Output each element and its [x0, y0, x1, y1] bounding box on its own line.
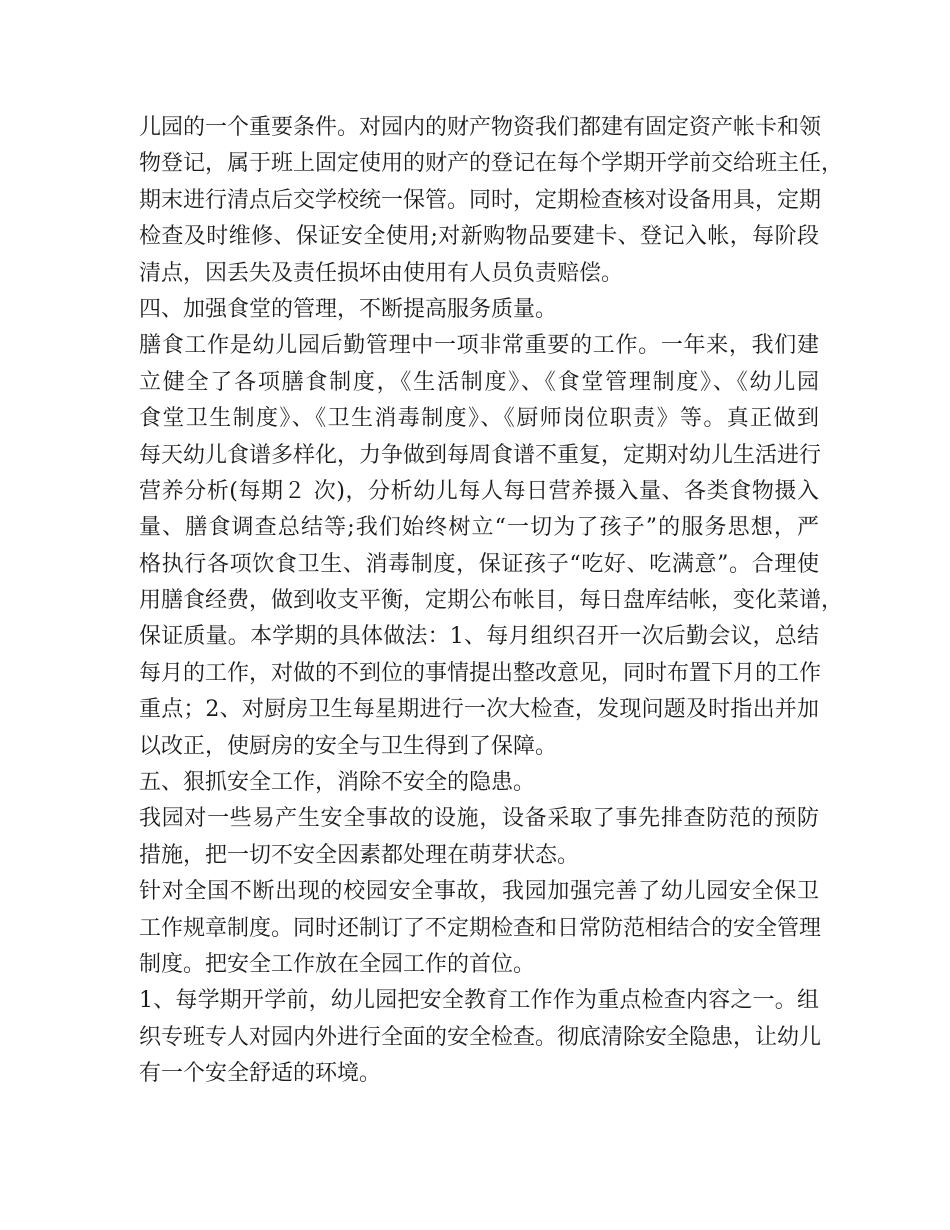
text-line: 1、每学期开学前，幼儿园把安全教育工作作为重点检查内容之一。组	[139, 988, 819, 1014]
section-heading: 五、狠抓安全工作，消除不安全的隐患。	[139, 770, 536, 796]
text-line: 用膳食经费，做到收支平衡，定期公布帐目，每日盘库结帐，变化菜谱，	[139, 588, 844, 614]
text-line: 膳食工作是幼儿园后勤管理中一项非常重要的工作。一年来，我们建	[139, 333, 819, 359]
text-line: 保证质量。本学期的具体做法：1、每月组织召开一次后勤会议，总结	[139, 624, 819, 650]
text-line: 量、膳食调查总结等;我们始终树立“一切为了孩子”的服务思想，严	[139, 515, 819, 541]
text-line: 每月的工作，对做的不到位的事情提出整改意见，同时布置下月的工作	[139, 660, 822, 686]
document-body	[139, 110, 844, 1093]
text-line: 儿园的一个重要条件。对园内的财产物资我们都建有固定资产帐卡和领	[139, 115, 822, 140]
text-line: 期末进行清点后交学校统一保管。同时，定期检查核对设备用具，定期	[139, 187, 822, 213]
text-line: 有一个安全舒适的环境。	[139, 1061, 382, 1087]
text-line: 食堂卫生制度》、《卫生消毒制度》、《厨师岗位职责》等。真正做到	[139, 406, 819, 432]
text-line: 立健全了各项膳食制度，《生活制度》、《食堂管理制度》、《幼儿园	[139, 369, 819, 395]
text-line: 织专班专人对园内外进行全面的安全检查。彻底清除安全隐患，让幼儿	[139, 1024, 822, 1050]
text-line: 营养分析(每期２ 次)，分析幼儿每人每日营养摄入量、各类食物摄入	[139, 478, 819, 504]
text-line: 我园对一些易产生安全事故的设施，设备采取了事先排查防范的预防	[139, 806, 819, 832]
text-line: 措施，把一切不安全因素都处理在萌芽状态。	[139, 842, 580, 868]
text-line: 针对全国不断出现的校园安全事故，我园加强完善了幼儿园安全保卫	[139, 879, 819, 905]
text-line: 检查及时维修、保证安全使用;对新购物品要建卡、登记入帐，每阶段	[139, 224, 819, 250]
text-line: 清点，因丢失及责任损坏由使用有人员负责赔偿。	[139, 260, 624, 286]
text-line: 重点；2、对厨房卫生每星期进行一次大检查，发现问题及时指出并加	[139, 697, 819, 723]
text-line: 工作规章制度。同时还制订了不定期检查和日常防范相结合的安全管理	[139, 915, 822, 941]
text-line: 以改正，使厨房的安全与卫生得到了保障。	[139, 733, 558, 759]
text-line: 制度。把安全工作放在全园工作的首位。	[139, 951, 536, 977]
text-line: 格执行各项饮食卫生、消毒制度，保证孩子“吃好、吃满意”。合理使	[139, 551, 819, 577]
text-line: 每天幼儿食谱多样化，力争做到每周食谱不重复，定期对幼儿生活进行	[139, 442, 822, 468]
text-line: 物登记，属于班上固定使用的财产的登记在每个学期开学前交给班主任，	[139, 151, 844, 177]
section-heading: 四、加强食堂的管理，不断提高服务质量。	[139, 296, 558, 322]
